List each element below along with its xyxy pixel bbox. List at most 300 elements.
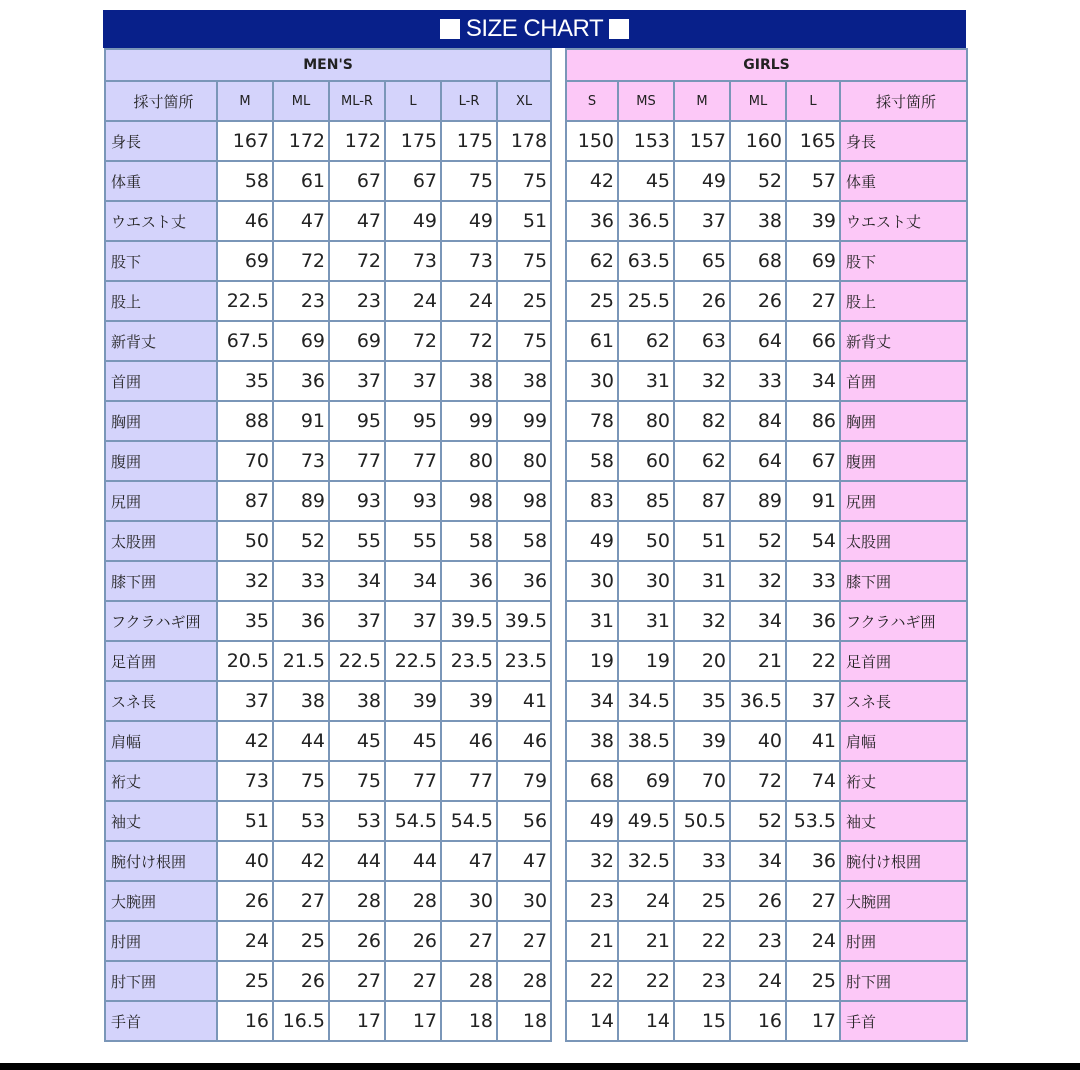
measurement-value: 68 [566, 761, 618, 801]
table-row [566, 161, 967, 201]
measurement-value: 87 [674, 481, 730, 521]
measurement-value: 25 [786, 961, 840, 1001]
measurement-value: 45 [385, 721, 441, 761]
measurement-value: 40 [730, 721, 786, 761]
table-row [566, 121, 967, 161]
measurement-value: 75 [441, 161, 497, 201]
measurement-label: スネ長 [840, 681, 967, 721]
measurement-value: 27 [273, 881, 329, 921]
measurement-value: 172 [273, 121, 329, 161]
measurement-label: 裄丈 [840, 761, 967, 801]
table-row [105, 361, 551, 401]
measurement-value: 33 [786, 561, 840, 601]
measurement-value: 150 [566, 121, 618, 161]
measurement-value: 53 [329, 801, 385, 841]
measurement-value: 49 [566, 521, 618, 561]
measurement-value: 32 [674, 601, 730, 641]
measurement-value: 44 [273, 721, 329, 761]
measurement-value: 67 [329, 161, 385, 201]
measurement-label: 腕付け根囲 [105, 841, 217, 881]
measurement-value: 41 [497, 681, 551, 721]
size-column-header: L [385, 81, 441, 121]
measurement-value: 36 [566, 201, 618, 241]
girls-size-table [565, 48, 968, 1042]
table-row [105, 401, 551, 441]
measurement-value: 73 [273, 441, 329, 481]
measurement-value: 58 [566, 441, 618, 481]
measurement-value: 85 [618, 481, 674, 521]
measurement-label: 腹囲 [105, 441, 217, 481]
measurement-value: 27 [329, 961, 385, 1001]
size-header-row [105, 81, 551, 121]
measurement-value: 70 [217, 441, 273, 481]
measurement-value: 47 [441, 841, 497, 881]
measurement-value: 77 [441, 761, 497, 801]
measurement-value: 67 [385, 161, 441, 201]
measurement-value: 27 [786, 881, 840, 921]
measurement-value: 34 [566, 681, 618, 721]
size-column-header: ML-R [329, 81, 385, 121]
measurement-value: 25.5 [618, 281, 674, 321]
size-column-header: ML [273, 81, 329, 121]
measurement-value: 75 [497, 241, 551, 281]
table-row [105, 481, 551, 521]
measurement-value: 50 [618, 521, 674, 561]
bottom-border [0, 1063, 1080, 1070]
measurement-value: 27 [497, 921, 551, 961]
measurement-value: 51 [217, 801, 273, 841]
table-group-header [105, 49, 551, 81]
table-row [105, 441, 551, 481]
measurement-value: 16 [730, 1001, 786, 1041]
label-column-header: 採寸箇所 [840, 81, 967, 121]
measurement-value: 36 [786, 601, 840, 641]
measurement-value: 26 [730, 881, 786, 921]
measurement-value: 25 [217, 961, 273, 1001]
measurement-value: 44 [329, 841, 385, 881]
measurement-value: 62 [674, 441, 730, 481]
measurement-value: 23 [674, 961, 730, 1001]
measurement-value: 32 [566, 841, 618, 881]
measurement-value: 17 [385, 1001, 441, 1041]
label-column-header: 採寸箇所 [105, 81, 217, 121]
measurement-value: 55 [385, 521, 441, 561]
measurement-value: 95 [385, 401, 441, 441]
measurement-label: 体重 [105, 161, 217, 201]
measurement-value: 47 [497, 841, 551, 881]
measurement-value: 31 [674, 561, 730, 601]
measurement-label: 手首 [840, 1001, 967, 1041]
table-row [566, 201, 967, 241]
table-row [566, 361, 967, 401]
measurement-value: 52 [730, 801, 786, 841]
measurement-value: 21 [730, 641, 786, 681]
measurement-value: 69 [618, 761, 674, 801]
measurement-value: 52 [730, 521, 786, 561]
measurement-value: 72 [441, 321, 497, 361]
measurement-value: 67.5 [217, 321, 273, 361]
measurement-value: 37 [329, 361, 385, 401]
measurement-value: 51 [497, 201, 551, 241]
measurement-value: 73 [385, 241, 441, 281]
measurement-value: 54.5 [385, 801, 441, 841]
measurement-value: 53.5 [786, 801, 840, 841]
measurement-value: 37 [217, 681, 273, 721]
measurement-value: 88 [217, 401, 273, 441]
measurement-value: 165 [786, 121, 840, 161]
measurement-value: 36.5 [730, 681, 786, 721]
table-row [566, 681, 967, 721]
table-row [566, 721, 967, 761]
measurement-value: 69 [329, 321, 385, 361]
table-row [566, 1001, 967, 1041]
measurement-value: 16.5 [273, 1001, 329, 1041]
measurement-value: 32.5 [618, 841, 674, 881]
table-row [105, 281, 551, 321]
measurement-value: 39 [786, 201, 840, 241]
measurement-value: 36 [273, 361, 329, 401]
table-row [105, 601, 551, 641]
measurement-label: 肘下囲 [105, 961, 217, 1001]
measurement-value: 89 [730, 481, 786, 521]
measurement-value: 75 [497, 321, 551, 361]
measurement-value: 32 [217, 561, 273, 601]
measurement-value: 26 [273, 961, 329, 1001]
measurement-value: 23 [329, 281, 385, 321]
measurement-value: 91 [786, 481, 840, 521]
measurement-value: 28 [329, 881, 385, 921]
measurement-value: 80 [441, 441, 497, 481]
table-row [105, 681, 551, 721]
size-column-header: ML [730, 81, 786, 121]
measurement-label: フクラハギ囲 [105, 601, 217, 641]
measurement-value: 26 [385, 921, 441, 961]
measurement-value: 93 [385, 481, 441, 521]
measurement-label: 新背丈 [105, 321, 217, 361]
measurement-value: 74 [786, 761, 840, 801]
measurement-value: 73 [441, 241, 497, 281]
measurement-value: 54.5 [441, 801, 497, 841]
measurement-value: 49 [674, 161, 730, 201]
table-row [105, 521, 551, 561]
size-column-header: L [786, 81, 840, 121]
measurement-value: 24 [618, 881, 674, 921]
table-row [566, 921, 967, 961]
measurement-value: 91 [273, 401, 329, 441]
measurement-value: 67 [786, 441, 840, 481]
table-row [566, 441, 967, 481]
group-heading: MEN'S [105, 49, 551, 81]
measurement-value: 93 [329, 481, 385, 521]
measurement-value: 72 [273, 241, 329, 281]
measurement-value: 42 [217, 721, 273, 761]
measurement-value: 64 [730, 441, 786, 481]
measurement-value: 72 [385, 321, 441, 361]
measurement-value: 178 [497, 121, 551, 161]
measurement-label: 肩幅 [840, 721, 967, 761]
measurement-value: 82 [674, 401, 730, 441]
measurement-value: 28 [385, 881, 441, 921]
table-row [566, 561, 967, 601]
table-row [566, 801, 967, 841]
table-row [105, 921, 551, 961]
measurement-label: 腹囲 [840, 441, 967, 481]
measurement-value: 42 [273, 841, 329, 881]
measurement-label: 股上 [840, 281, 967, 321]
measurement-label: ウエスト丈 [840, 201, 967, 241]
measurement-value: 86 [786, 401, 840, 441]
measurement-value: 26 [730, 281, 786, 321]
measurement-value: 37 [786, 681, 840, 721]
measurement-value: 38.5 [618, 721, 674, 761]
measurement-value: 25 [273, 921, 329, 961]
measurement-value: 22 [786, 641, 840, 681]
measurement-value: 22.5 [385, 641, 441, 681]
measurement-value: 58 [217, 161, 273, 201]
measurement-value: 61 [566, 321, 618, 361]
measurement-value: 75 [273, 761, 329, 801]
measurement-value: 36.5 [618, 201, 674, 241]
measurement-label: 膝下囲 [840, 561, 967, 601]
size-column-header: XL [497, 81, 551, 121]
measurement-value: 39 [441, 681, 497, 721]
measurement-value: 34 [385, 561, 441, 601]
measurement-value: 45 [618, 161, 674, 201]
measurement-value: 30 [566, 561, 618, 601]
measurement-value: 39.5 [441, 601, 497, 641]
measurement-value: 98 [497, 481, 551, 521]
measurement-value: 31 [618, 361, 674, 401]
measurement-label: 膝下囲 [105, 561, 217, 601]
measurement-value: 34.5 [618, 681, 674, 721]
measurement-value: 175 [385, 121, 441, 161]
measurement-value: 45 [329, 721, 385, 761]
table-row [105, 841, 551, 881]
measurement-value: 28 [441, 961, 497, 1001]
measurement-value: 72 [329, 241, 385, 281]
measurement-value: 69 [217, 241, 273, 281]
table-row [105, 881, 551, 921]
measurement-value: 160 [730, 121, 786, 161]
measurement-label: 尻囲 [840, 481, 967, 521]
measurement-value: 24 [217, 921, 273, 961]
size-column-header: L-R [441, 81, 497, 121]
measurement-value: 35 [217, 361, 273, 401]
measurement-value: 153 [618, 121, 674, 161]
measurement-value: 98 [441, 481, 497, 521]
measurement-value: 31 [566, 601, 618, 641]
measurement-value: 77 [329, 441, 385, 481]
measurement-value: 46 [497, 721, 551, 761]
table-row [105, 201, 551, 241]
table-row [105, 321, 551, 361]
group-heading: GIRLS [566, 49, 967, 81]
measurement-value: 20.5 [217, 641, 273, 681]
measurement-value: 26 [217, 881, 273, 921]
measurement-value: 70 [674, 761, 730, 801]
measurement-value: 80 [618, 401, 674, 441]
measurement-value: 23 [730, 921, 786, 961]
measurement-label: フクラハギ囲 [840, 601, 967, 641]
table-row [566, 281, 967, 321]
measurement-value: 26 [674, 281, 730, 321]
measurement-value: 62 [618, 321, 674, 361]
measurement-label: 肘下囲 [840, 961, 967, 1001]
measurement-value: 37 [385, 361, 441, 401]
measurement-value: 157 [674, 121, 730, 161]
measurement-value: 54 [786, 521, 840, 561]
measurement-value: 27 [786, 281, 840, 321]
table-row [105, 961, 551, 1001]
measurement-value: 52 [730, 161, 786, 201]
mens-size-table [104, 48, 552, 1042]
measurement-value: 16 [217, 1001, 273, 1041]
table-row [566, 961, 967, 1001]
measurement-value: 38 [566, 721, 618, 761]
measurement-label: 裄丈 [105, 761, 217, 801]
measurement-value: 47 [329, 201, 385, 241]
size-column-header: MS [618, 81, 674, 121]
measurement-value: 73 [217, 761, 273, 801]
measurement-label: 太股囲 [840, 521, 967, 561]
measurement-value: 22 [618, 961, 674, 1001]
table-row [105, 121, 551, 161]
measurement-value: 25 [497, 281, 551, 321]
measurement-value: 33 [730, 361, 786, 401]
measurement-value: 46 [441, 721, 497, 761]
measurement-value: 20 [674, 641, 730, 681]
measurement-value: 50 [217, 521, 273, 561]
measurement-value: 63.5 [618, 241, 674, 281]
measurement-value: 22 [674, 921, 730, 961]
measurement-value: 39 [674, 721, 730, 761]
measurement-label: 肘囲 [105, 921, 217, 961]
square-icon [609, 19, 629, 39]
table-row [105, 161, 551, 201]
measurement-value: 38 [497, 361, 551, 401]
measurement-label: 肘囲 [840, 921, 967, 961]
table-row [566, 641, 967, 681]
measurement-value: 33 [674, 841, 730, 881]
measurement-value: 49 [566, 801, 618, 841]
measurement-value: 27 [385, 961, 441, 1001]
measurement-value: 56 [497, 801, 551, 841]
measurement-value: 32 [674, 361, 730, 401]
measurement-label: 尻囲 [105, 481, 217, 521]
size-column-header: S [566, 81, 618, 121]
table-row [105, 561, 551, 601]
table-row [566, 521, 967, 561]
measurement-value: 41 [786, 721, 840, 761]
measurement-value: 69 [273, 321, 329, 361]
measurement-value: 58 [497, 521, 551, 561]
table-row [105, 761, 551, 801]
measurement-value: 24 [786, 921, 840, 961]
measurement-value: 77 [385, 441, 441, 481]
measurement-label: 体重 [840, 161, 967, 201]
measurement-value: 72 [730, 761, 786, 801]
measurement-value: 39 [385, 681, 441, 721]
measurement-value: 38 [441, 361, 497, 401]
measurement-value: 78 [566, 401, 618, 441]
measurement-value: 37 [329, 601, 385, 641]
measurement-value: 28 [497, 961, 551, 1001]
measurement-value: 36 [273, 601, 329, 641]
table-row [566, 401, 967, 441]
measurement-value: 23.5 [441, 641, 497, 681]
measurement-value: 25 [674, 881, 730, 921]
square-icon [440, 19, 460, 39]
measurement-value: 50.5 [674, 801, 730, 841]
measurement-value: 49 [441, 201, 497, 241]
measurement-value: 63 [674, 321, 730, 361]
measurement-value: 49 [385, 201, 441, 241]
measurement-value: 38 [329, 681, 385, 721]
measurement-value: 87 [217, 481, 273, 521]
table-row [105, 241, 551, 281]
measurement-value: 26 [329, 921, 385, 961]
table-row [566, 601, 967, 641]
measurement-label: 袖丈 [105, 801, 217, 841]
measurement-label: 首囲 [105, 361, 217, 401]
size-header-row [566, 81, 967, 121]
measurement-value: 89 [273, 481, 329, 521]
measurement-value: 40 [217, 841, 273, 881]
measurement-label: 大腕囲 [840, 881, 967, 921]
measurement-value: 22.5 [329, 641, 385, 681]
measurement-value: 33 [273, 561, 329, 601]
measurement-value: 36 [441, 561, 497, 601]
measurement-value: 55 [329, 521, 385, 561]
measurement-value: 99 [497, 401, 551, 441]
measurement-value: 77 [385, 761, 441, 801]
measurement-value: 58 [441, 521, 497, 561]
measurement-label: 股下 [840, 241, 967, 281]
measurement-value: 46 [217, 201, 273, 241]
table-row [105, 721, 551, 761]
table-row [566, 241, 967, 281]
measurement-value: 83 [566, 481, 618, 521]
size-chart-title-bar [103, 10, 966, 48]
size-column-header: M [674, 81, 730, 121]
measurement-value: 21 [566, 921, 618, 961]
measurement-label: 身長 [105, 121, 217, 161]
measurement-value: 25 [566, 281, 618, 321]
measurement-value: 23 [273, 281, 329, 321]
measurement-value: 34 [730, 841, 786, 881]
measurement-value: 19 [618, 641, 674, 681]
measurement-value: 32 [730, 561, 786, 601]
measurement-value: 52 [273, 521, 329, 561]
table-row [105, 641, 551, 681]
measurement-label: 首囲 [840, 361, 967, 401]
measurement-value: 38 [273, 681, 329, 721]
measurement-value: 64 [730, 321, 786, 361]
measurement-value: 61 [273, 161, 329, 201]
measurement-label: 太股囲 [105, 521, 217, 561]
measurement-value: 75 [497, 161, 551, 201]
measurement-label: 大腕囲 [105, 881, 217, 921]
table-row [566, 481, 967, 521]
measurement-value: 49.5 [618, 801, 674, 841]
measurement-value: 18 [441, 1001, 497, 1041]
measurement-value: 17 [329, 1001, 385, 1041]
measurement-value: 23 [566, 881, 618, 921]
measurement-label: 股上 [105, 281, 217, 321]
table-row [566, 761, 967, 801]
measurement-value: 34 [329, 561, 385, 601]
measurement-value: 99 [441, 401, 497, 441]
